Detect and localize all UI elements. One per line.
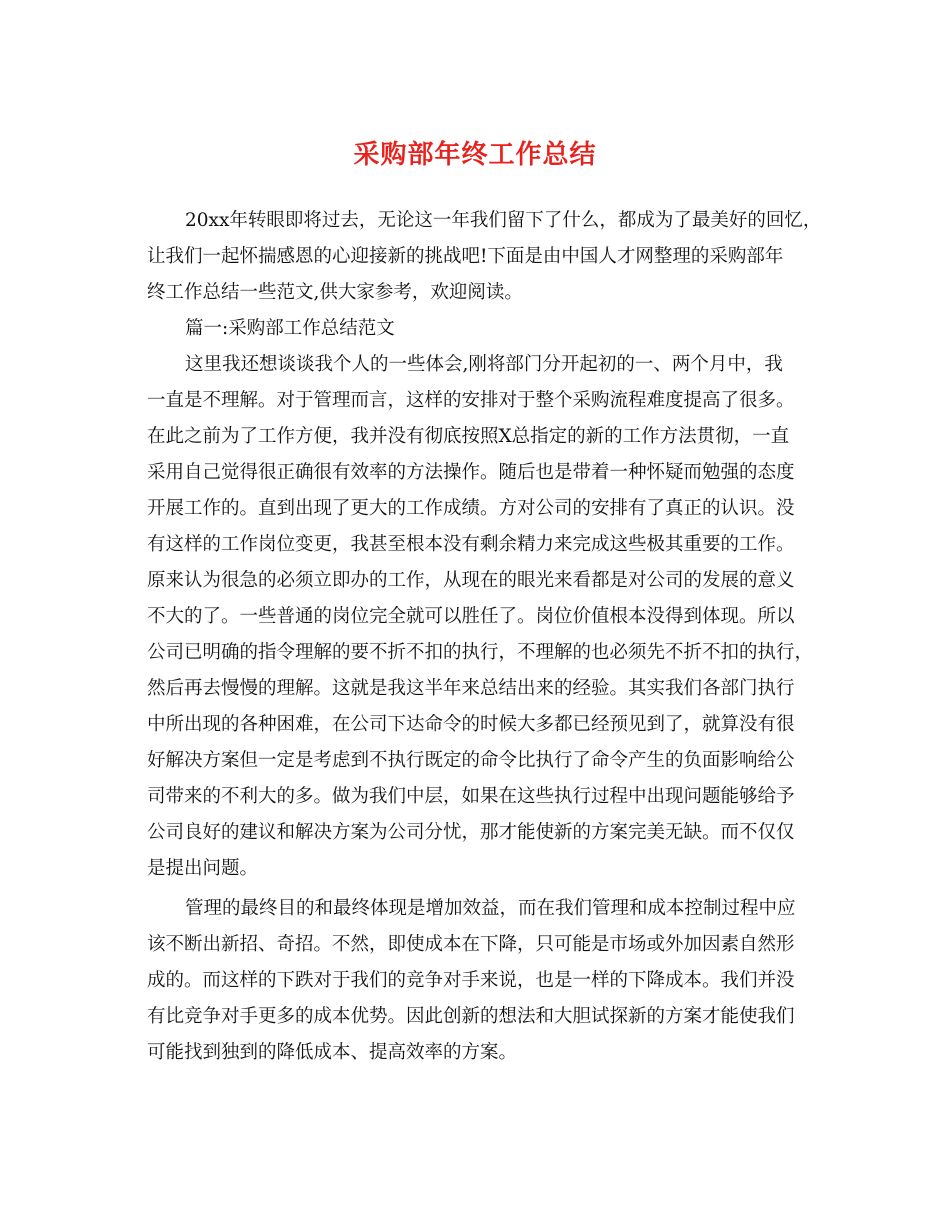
paragraph-line: 是提出问题。 (147, 858, 259, 879)
paragraph-line: 有比竞争对手更多的成本优势。因此创新的想法和大胆试探新的方案才能使我们 (147, 1006, 795, 1027)
paragraph-line: 采用自己觉得很正确很有效率的方法操作。随后也是带着一种怀疑而勉强的态度 (147, 462, 795, 483)
paragraph-line: 然后再去慢慢的理解。这就是我这半年来总结出来的经验。其实我们各部门执行 (147, 678, 795, 699)
paragraph-line: 这里我还想谈谈我个人的一些体会,刚将部门分开起初的一、两个月中，我 (185, 354, 783, 375)
paragraph-line: 一直是不理解。对于管理而言，这样的安排对于整个采购流程难度提高了很多。 (147, 390, 795, 411)
paragraph-line: 开展工作的。直到出现了更大的工作成绩。方对公司的安排有了真正的认识。没 (147, 498, 795, 519)
paragraph-line: 原来认为很急的必须立即办的工作，从现在的眼光来看都是对公司的发展的意义 (147, 570, 795, 591)
paragraph-line: 好解决方案但一定是考虑到不执行既定的命令比执行了命令产生的负面影响给公 (147, 750, 795, 771)
document-title: 采购部年终工作总结 (353, 140, 597, 170)
paragraph-line: 公司良好的建议和解决方案为公司分忧，那才能使新的方案完美无缺。而不仅仅 (147, 822, 795, 843)
paragraph-line: 终工作总结一些范文,供大家参考，欢迎阅读。 (147, 282, 523, 303)
paragraph-line: 司带来的不利大的多。做为我们中层，如果在这些执行过程中出现问题能够给予 (147, 786, 795, 807)
paragraph-line: 在此之前为了工作方便，我并没有彻底按照X总指定的新的工作方法贯彻，一直 (147, 426, 790, 447)
paragraph-line: 可能找到独到的降低成本、提高效率的方案。 (147, 1042, 518, 1063)
paragraph-line: 有这样的工作岗位变更，我甚至根本没有剩余精力来完成这些极其重要的工作。 (147, 534, 795, 555)
paragraph-line: 20xx年转眼即将过去，无论这一年我们留下了什么，都成为了最美好的回忆， (185, 210, 822, 231)
paragraph-line: 让我们一起怀揣感恩的心迎接新的挑战吧!下面是由中国人才网整理的采购部年 (147, 246, 784, 267)
paragraph-line: 该不断出新招、奇招。不然，即使成本在下降，只可能是市场或外加因素自然形 (147, 934, 795, 955)
paragraph-line: 公司已明确的指令理解的要不折不扣的执行，不理解的也必须先不折不扣的执行， (147, 642, 814, 663)
paragraph-line: 成的。而这样的下跌对于我们的竞争对手来说，也是一样的下降成本。我们并没 (147, 970, 795, 991)
paragraph-line: 中所出现的各种困难，在公司下达命令的时候大多都已经预见到了，就算没有很 (147, 714, 795, 735)
paragraph-line: 管理的最终目的和最终体现是增加效益，而在我们管理和成本控制过程中应 (185, 898, 796, 919)
section-heading: 篇一:采购部工作总结范文 (185, 318, 395, 339)
paragraph-line: 不大的了。一些普通的岗位完全就可以胜任了。岗位价值根本没得到体现。所以 (147, 606, 795, 627)
